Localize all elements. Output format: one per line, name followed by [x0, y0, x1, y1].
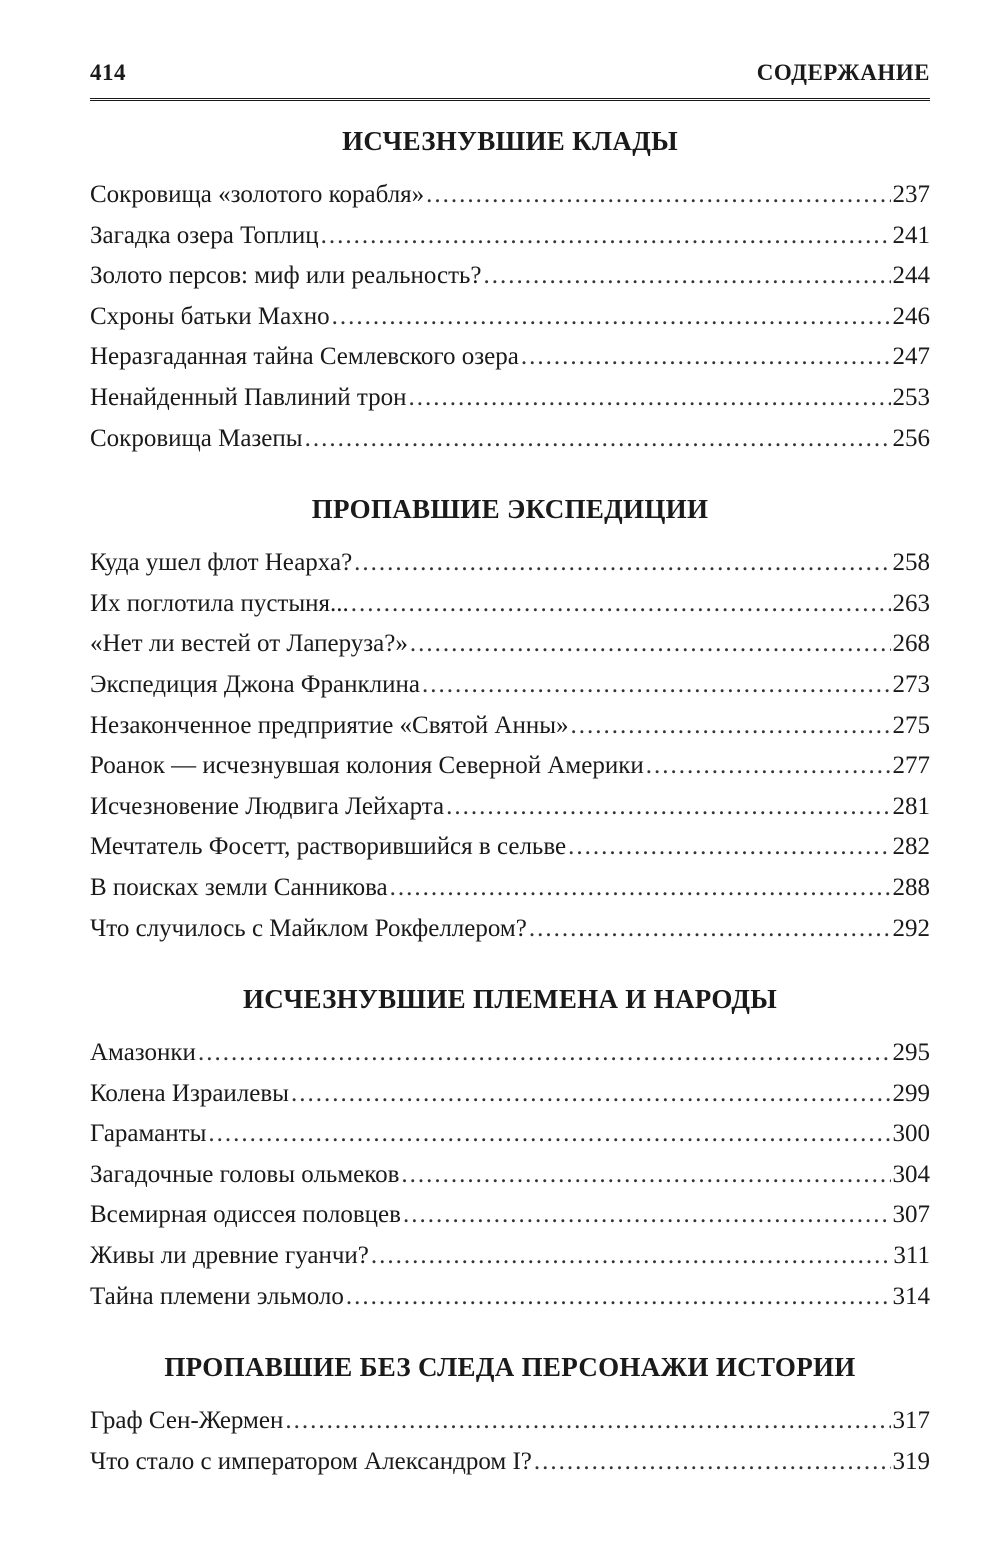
entry-title: Что случилось с Майклом Рокфеллером?	[90, 914, 527, 942]
dot-leader	[305, 426, 891, 451]
entry-title: Колена Израилевы	[90, 1079, 289, 1107]
entry-title: Их поглотила пустыня...	[90, 589, 349, 617]
entry-page: 311	[893, 1242, 930, 1270]
entry-title: Сокровища «золотого корабля»	[90, 181, 425, 208]
entry-title: Схроны батьки Махно	[90, 302, 330, 330]
dot-leader	[410, 631, 891, 656]
entry-title: Граф Сен-Жермен	[90, 1407, 284, 1435]
entry-title: Роанок — исчезнувшая колония Северной Америки	[90, 752, 644, 780]
toc-entry	[90, 753, 930, 794]
toc-entry	[90, 263, 930, 304]
dot-leader	[408, 385, 890, 410]
toc-entry	[90, 344, 930, 385]
dot-leader	[568, 834, 890, 859]
toc-section	[90, 1354, 930, 1489]
entry-page: 299	[892, 1079, 930, 1107]
entry-title: Мечтатель Фосетт, растворившийся в сельве	[90, 833, 567, 861]
dot-leader	[208, 1121, 890, 1146]
entry-title: Тайна племени эльмоло	[90, 1282, 344, 1310]
entry-page: 282	[892, 833, 930, 861]
entry-title: Сокровища Мазепы	[90, 424, 303, 452]
dot-leader	[426, 182, 890, 207]
entry-title: «Нет ли вестей от Лаперуза?»	[90, 630, 408, 658]
toc-entry	[90, 182, 930, 223]
dot-leader	[571, 713, 891, 738]
entry-page: 300	[892, 1120, 930, 1148]
dot-leader	[390, 875, 891, 900]
entry-page: 292	[892, 914, 930, 942]
page-number: 414	[90, 60, 126, 85]
entry-title: Незаконченное предприятие «Святой Анны»	[90, 711, 569, 739]
toc-entry	[90, 426, 930, 467]
entry-page: 275	[892, 711, 930, 739]
entry-title: Загадочные головы ольмеков	[90, 1160, 400, 1188]
dot-leader	[484, 263, 891, 288]
entry-title: Гараманты	[90, 1120, 207, 1148]
entry-page: 307	[892, 1201, 930, 1229]
toc-entry	[90, 834, 930, 875]
entry-page: 256	[892, 424, 930, 452]
toc-entry	[90, 1243, 930, 1284]
toc-entry	[90, 550, 930, 591]
dot-leader	[332, 304, 891, 329]
entry-title: Живы ли древние гуанчи?	[90, 1242, 369, 1270]
toc-entry	[90, 794, 930, 835]
dot-leader	[403, 1202, 891, 1227]
entry-title: Экспедиция Джона Франклина	[90, 670, 421, 698]
toc-entry	[90, 1162, 930, 1203]
toc-entry	[90, 875, 930, 916]
dot-leader	[446, 794, 890, 819]
entry-page: 268	[892, 630, 930, 658]
entry-page: 247	[892, 343, 930, 371]
toc-entry	[90, 631, 930, 672]
toc-entry	[90, 1408, 930, 1449]
toc-entry	[90, 1081, 930, 1122]
entry-title: Исчезновение Людвига Лейхарта	[90, 792, 445, 820]
entry-page: 288	[892, 873, 930, 901]
entry-title: Ненайденный Павлиний трон	[90, 383, 407, 411]
dot-leader	[521, 344, 891, 369]
entry-page: 319	[892, 1447, 930, 1475]
toc-page	[90, 60, 930, 1489]
entry-title: Всемирная одиссея половцев	[90, 1201, 401, 1229]
toc-entry	[90, 385, 930, 426]
entry-title: Куда ушел флот Неарха?	[90, 549, 353, 577]
toc-section	[90, 128, 930, 466]
entry-title: Неразгаданная тайна Семлевского озера	[90, 343, 519, 371]
toc-entry	[90, 713, 930, 754]
dot-leader	[291, 1081, 891, 1106]
toc-entry	[90, 304, 930, 345]
section-title: ПРОПАВШИЕ БЕЗ СЛЕДА ПЕРСОНАЖИ ИСТОРИИ	[164, 1352, 856, 1383]
entry-page: 304	[892, 1160, 930, 1188]
dot-leader	[422, 672, 890, 697]
dot-leader	[346, 1284, 891, 1309]
dot-leader	[529, 916, 891, 941]
toc-entry	[90, 1202, 930, 1243]
entry-page: 237	[892, 181, 930, 208]
entry-title: В поисках земли Санникова	[90, 873, 388, 901]
toc-entry	[90, 1284, 930, 1325]
entry-title: Золото персов: миф или реальность?	[90, 262, 482, 290]
toc-entry	[90, 916, 930, 957]
entry-page: 246	[892, 302, 930, 330]
section-title: ИСЧЕЗНУВШИЕ КЛАДЫ	[342, 126, 678, 156]
dot-leader	[646, 753, 891, 778]
toc-section	[90, 496, 930, 956]
dot-leader	[534, 1449, 891, 1474]
toc-entry	[90, 1040, 930, 1081]
dot-leader	[285, 1408, 890, 1433]
entry-page: 273	[892, 670, 930, 698]
entry-title: Амазонки	[90, 1039, 196, 1067]
entry-page: 263	[892, 589, 930, 617]
dot-leader	[371, 1243, 892, 1268]
entry-page: 258	[892, 549, 930, 577]
toc-entry	[90, 591, 930, 632]
running-title: СОДЕРЖАНИЕ	[756, 60, 930, 85]
entry-page: 241	[892, 221, 930, 249]
entry-page: 253	[892, 383, 930, 411]
running-header	[90, 60, 930, 101]
dot-leader	[354, 550, 890, 575]
toc-entry	[90, 1449, 930, 1490]
entry-title: Загадка озера Топлиц	[90, 221, 319, 249]
entry-page: 317	[892, 1407, 930, 1435]
entry-page: 295	[892, 1039, 930, 1067]
toc-section	[90, 986, 930, 1324]
entry-page: 277	[892, 752, 930, 780]
dot-leader	[351, 591, 891, 616]
section-title: ПРОПАВШИЕ ЭКСПЕДИЦИИ	[311, 494, 709, 525]
entry-title: Что стало с императором Александром I?	[90, 1447, 532, 1475]
toc-entry	[90, 223, 930, 264]
toc-entry	[90, 672, 930, 713]
toc-entry	[90, 1121, 930, 1162]
entry-page: 244	[892, 262, 930, 290]
entry-page: 314	[892, 1282, 930, 1310]
dot-leader	[321, 223, 891, 248]
dot-leader	[401, 1162, 890, 1187]
dot-leader	[198, 1040, 891, 1065]
entry-page: 281	[892, 792, 930, 820]
section-title: ИСЧЕЗНУВШИЕ ПЛЕМЕНА И НАРОДЫ	[242, 984, 778, 1015]
